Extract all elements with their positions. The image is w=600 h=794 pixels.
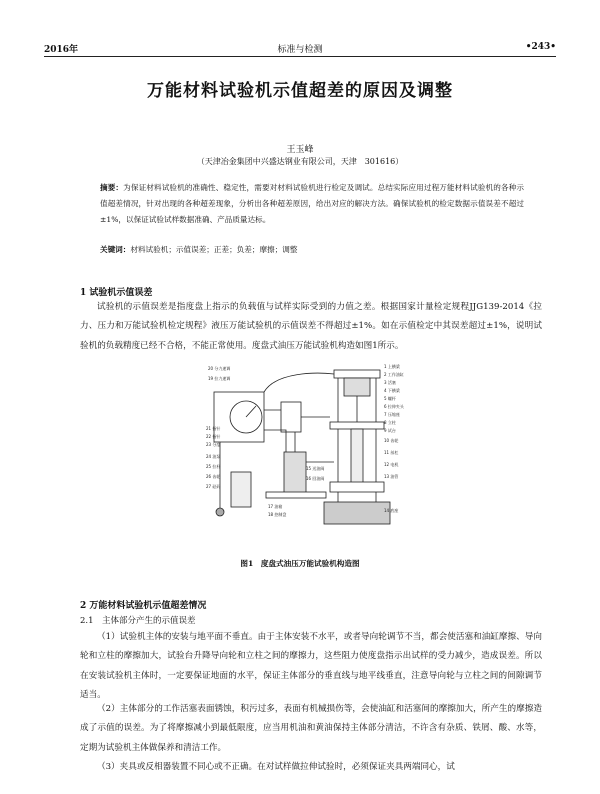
running-header: [44, 40, 556, 57]
fig-label-right: 7 压缩座: [384, 412, 400, 417]
fig-label-right: 14 底座: [384, 508, 399, 513]
keywords-text: 材料试验机；示值误差；正差；负差；摩擦；调整: [130, 245, 298, 254]
section2-heading: 2 万能材料试验机示值超差情况: [80, 601, 207, 611]
header-year: 2016年: [44, 45, 79, 55]
fig-label-right: 12 电机: [384, 462, 399, 467]
keywords-label: 关键词：: [100, 245, 131, 254]
fig-label-right: 1 上横梁: [384, 364, 400, 369]
fig-label-left: 21 指针: [206, 426, 221, 431]
fig-label-bottom: 17 油箱: [268, 504, 283, 509]
abstract-label: 摘要：: [100, 183, 124, 192]
figure-caption: 图1 度盘式油压万能试验机构造图: [240, 559, 360, 568]
fig-label-right: 2 工作油缸: [384, 372, 404, 377]
upper-crossbeam: [334, 370, 380, 378]
section2-paragraph-1: （1）试验机主体的安装与地平面不垂直。由于主体安装不水平，或者导向轮调节不当，都会使活塞和油缸摩擦、导向轮和立柱的摩擦加大，试验台升降导向轮和立柱之间的摩擦力，这些阻力使度盘指示出试样的受力减少，造成误差。所以在安装试验机主体时，一定要保证地面的水平，保证主体部分的垂直线与地平线垂直，注意导向轮与立柱之间的间隙调节适当。: [80, 632, 542, 701]
article-title: 万能材料试验机示值超差的原因及调整: [147, 81, 453, 101]
fig-label-right: 10 齿轮: [384, 438, 399, 443]
fig-label-bottom: 15 送油阀: [306, 466, 325, 471]
header-page-number: •243•: [525, 42, 556, 52]
author-name: 王玉峰: [286, 145, 314, 155]
oil-tank: [284, 452, 306, 497]
subsection-2-1-heading: 2.1 主体部分产生的示值误差: [80, 616, 196, 626]
fig-label-left: 27 砝码: [206, 484, 221, 489]
fig-label-left: 26 齿轮: [206, 474, 221, 479]
lower-crossbeam: [330, 422, 384, 429]
fig-label-left: 19 拉力速调: [208, 376, 231, 381]
section2-paragraph-2: （2）主体部分的工作活塞表面锈蚀，积污过多，表面有机械损伤等，会使油缸和活塞间的摩擦加大，所产生的摩擦造成了示值的误差。为了将摩擦减小到最低限度，应当用机油和黄油保持主体部分清洁，不许含有杂质、铁屑、酸、水等，定期为试验机主体做保养和清洁工作。: [80, 704, 542, 753]
machine-structure-figure: [206, 362, 406, 530]
fig-label-bottom: 18 控制盘: [268, 512, 287, 517]
fig-label-right: 6 拉伸夹头: [384, 404, 404, 409]
fig-label-right: 5 螺杆: [384, 396, 396, 401]
fig-label-left: 25 拉杆: [206, 464, 221, 469]
fig-label-left: 24 油泵: [206, 454, 221, 459]
fig-label-left: 22 指针: [206, 434, 221, 439]
fig-label-left: 23 分度: [206, 442, 221, 447]
keywords: [100, 244, 524, 255]
fig-label-right: 8 立柱: [384, 420, 396, 425]
fig-label-right: 3 活塞: [384, 380, 396, 385]
fig-label-right: 11 丝杠: [384, 450, 399, 455]
fig-label-right: 9 试台: [384, 428, 396, 433]
header-journal: 标准与检测: [277, 45, 323, 55]
abstract: [100, 180, 524, 228]
abstract-text: 为保证材料试验机的准确性、稳定性，需要对材料试验机进行检定及调试。总结实际应用过程万能材料试验机的各种示值超差情况，针对出现的各种超差现象，分析出各种超差原因，给出对应的解决方法。确保试验机的检定数据示值误差不超过±1%，以保证试验试样数据准确、产品质量达标。: [100, 183, 525, 224]
fig-label-left: 20 分力速调: [208, 366, 231, 371]
dial-cabinet: [214, 392, 264, 442]
fig-label-right: 4 下横梁: [384, 388, 400, 393]
fig-label-right: 13 油管: [384, 474, 399, 479]
working-cylinder: [344, 378, 370, 396]
base: [324, 502, 390, 524]
fig-label-bottom: 16 回油阀: [306, 476, 325, 481]
section1-paragraph: 试验机的示值误差是指度盘上指示的负载值与试样实际受到的力值之差。根据国家计量检定规程JJG139-2014《拉力、压力和万能试验机检定规程》液压万能试验机的示值误差不得超过±1%。如在示值检定中其误差超过±1%，说明试验机的负载精度已经不合格，不能正常使用。度盘式油压万能试验机构造如图1所示。: [80, 302, 542, 351]
section1-heading: 1 试验机示值误差: [80, 288, 153, 298]
section2-paragraph-3: （3）夹具或反相器装置不同心或不正确。在对试样做拉伸试验时，必须保证夹具两端同心，试: [97, 762, 455, 772]
author-affiliation: （天津冶金集团中兴盛达钢业有限公司，天津 301616）: [196, 157, 404, 166]
